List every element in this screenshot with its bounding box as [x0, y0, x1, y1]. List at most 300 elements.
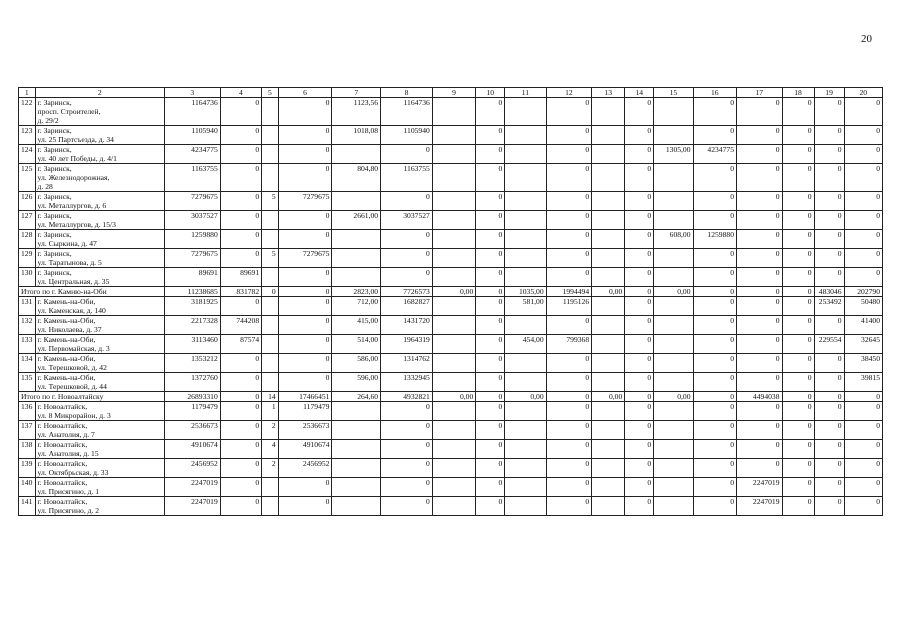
table-cell: 0: [546, 98, 592, 126]
table-cell: [592, 421, 625, 440]
table-cell: 4494038: [736, 392, 782, 402]
column-header: 5: [262, 88, 279, 98]
table-cell: 2456952: [164, 459, 220, 478]
address-line: г. Заринск,: [37, 145, 72, 154]
table-cell: 0: [844, 145, 882, 164]
table-cell: 0: [546, 249, 592, 268]
table-cell: [592, 402, 625, 421]
table-row: [19, 459, 883, 478]
table-cell: 0: [476, 478, 505, 497]
table-cell: 586,00: [332, 354, 381, 373]
address-cell: [35, 497, 164, 516]
table-cell: 0: [625, 421, 654, 440]
total-row: [19, 392, 883, 402]
table-cell: 0: [736, 459, 782, 478]
table-cell: 0: [625, 145, 654, 164]
table-cell: 2217328: [164, 316, 220, 335]
table-cell: 0: [814, 268, 844, 287]
table-cell: 0: [782, 192, 814, 211]
table-cell: 0: [381, 268, 433, 287]
address-cell: [35, 316, 164, 335]
table-cell: [592, 478, 625, 497]
table-cell: 0: [546, 478, 592, 497]
address-cell: [35, 354, 164, 373]
table-cell: 1314762: [381, 354, 433, 373]
table-cell: [262, 126, 279, 145]
table-cell: 596,00: [332, 373, 381, 392]
table-cell: [505, 440, 546, 459]
table-cell: 0: [220, 164, 261, 192]
table-cell: [262, 268, 279, 287]
table-cell: 0: [736, 268, 782, 287]
table-cell: 1964319: [381, 335, 433, 354]
table-cell: 3113460: [164, 335, 220, 354]
address-cell: [35, 440, 164, 459]
table-cell: 5: [262, 249, 279, 268]
table-cell: [505, 459, 546, 478]
row-number: 122: [19, 98, 36, 126]
table-cell: 0: [625, 192, 654, 211]
table-cell: 0: [220, 126, 261, 145]
table-cell: 0: [782, 164, 814, 192]
table-cell: 0: [278, 268, 332, 287]
table-cell: [262, 297, 279, 316]
table-cell: [505, 316, 546, 335]
table-cell: 0: [625, 335, 654, 354]
row-number: 139: [19, 459, 36, 478]
table-cell: 17466451: [278, 392, 332, 402]
table-cell: 0: [546, 164, 592, 192]
table-cell: 0: [782, 268, 814, 287]
table-cell: 0,00: [592, 287, 625, 297]
table-cell: 0: [736, 287, 782, 297]
data-table: [18, 87, 883, 516]
address-cell: [35, 402, 164, 421]
row-number: 123: [19, 126, 36, 145]
table-cell: 0: [546, 459, 592, 478]
table-cell: 7279675: [278, 192, 332, 211]
table-cell: 0,00: [432, 287, 475, 297]
table-cell: 0: [220, 421, 261, 440]
address-line: г. Камень-на-Оби,: [37, 354, 96, 363]
table-cell: [332, 497, 381, 516]
table-cell: 0: [625, 354, 654, 373]
address-line: ул. Присягино, д. 2: [37, 506, 100, 515]
table-cell: [592, 249, 625, 268]
table-cell: 608,00: [654, 230, 693, 249]
table-cell: 0: [693, 421, 736, 440]
table-cell: 0: [381, 249, 433, 268]
table-cell: [432, 126, 475, 145]
table-cell: 0: [736, 440, 782, 459]
table-cell: 1179479: [164, 402, 220, 421]
table-cell: 0,00: [592, 392, 625, 402]
table-cell: [262, 230, 279, 249]
address-line: г. Заринск,: [37, 98, 72, 107]
table-cell: [592, 145, 625, 164]
table-cell: 0: [476, 287, 505, 297]
address-line: ул. Анатолия, д. 15: [37, 449, 99, 458]
table-cell: 0: [220, 354, 261, 373]
table-body: [19, 88, 883, 516]
table-cell: [432, 268, 475, 287]
table-cell: 0: [814, 392, 844, 402]
table-cell: [592, 440, 625, 459]
address-line: г. Новоалтайск,: [37, 440, 88, 449]
table-cell: [332, 478, 381, 497]
address-line: г. Камень-на-Оби,: [37, 316, 96, 325]
column-header: 19: [814, 88, 844, 98]
table-cell: 0: [476, 268, 505, 287]
table-cell: [432, 373, 475, 392]
table-cell: [592, 126, 625, 145]
table-cell: 0: [625, 440, 654, 459]
address-line: г. Заринск,: [37, 192, 72, 201]
table-cell: 0: [546, 440, 592, 459]
table-cell: 253492: [814, 297, 844, 316]
table-cell: 0: [844, 98, 882, 126]
table-cell: 1163755: [164, 164, 220, 192]
table-cell: 0: [476, 98, 505, 126]
table-cell: [505, 211, 546, 230]
address-line: просп. Строителей,: [37, 107, 101, 116]
address-line: г. Новоалтайск,: [37, 421, 88, 430]
address-line: ул. Металлургов, д. 6: [37, 201, 107, 210]
table-cell: 0: [625, 230, 654, 249]
table-cell: 89691: [220, 268, 261, 287]
address-line: г. Камень-на-Оби,: [37, 335, 96, 344]
table-cell: 0: [782, 145, 814, 164]
table-cell: 14: [262, 392, 279, 402]
table-cell: 1105940: [164, 126, 220, 145]
table-cell: 264,60: [332, 392, 381, 402]
row-number: 137: [19, 421, 36, 440]
table-cell: [432, 316, 475, 335]
table-cell: 229554: [814, 335, 844, 354]
table-cell: 0: [844, 497, 882, 516]
table-cell: [262, 373, 279, 392]
table-cell: 1195126: [546, 297, 592, 316]
table-cell: 0: [625, 297, 654, 316]
table-cell: 0: [546, 421, 592, 440]
table-cell: 0: [782, 373, 814, 392]
table-cell: 39815: [844, 373, 882, 392]
table-cell: 0: [693, 316, 736, 335]
row-number: 132: [19, 316, 36, 335]
table-cell: 1035,00: [505, 287, 546, 297]
table-row: [19, 402, 883, 421]
table-cell: 0: [736, 164, 782, 192]
column-header: 8: [381, 88, 433, 98]
table-cell: 0: [278, 316, 332, 335]
table-cell: 2823,00: [332, 287, 381, 297]
table-cell: 0: [625, 249, 654, 268]
table-cell: 26893310: [164, 392, 220, 402]
table-cell: 1018,08: [332, 126, 381, 145]
address-line: ул. Центральная, д. 35: [37, 277, 110, 286]
column-header: 18: [782, 88, 814, 98]
address-line: г. Новоалтайск,: [37, 459, 88, 468]
address-line: ул. Терешковой, д. 44: [37, 382, 107, 391]
table-cell: 0: [782, 230, 814, 249]
table-cell: 0: [693, 249, 736, 268]
table-cell: 0: [476, 392, 505, 402]
table-cell: 1994494: [546, 287, 592, 297]
table-cell: 0: [782, 335, 814, 354]
table-cell: 2247019: [736, 497, 782, 516]
table-cell: [505, 249, 546, 268]
table-row: [19, 421, 883, 440]
address-cell: [35, 98, 164, 126]
table-row: [19, 354, 883, 373]
table-cell: 0: [782, 287, 814, 297]
table-cell: 0: [546, 192, 592, 211]
table-row: [19, 440, 883, 459]
row-number: 128: [19, 230, 36, 249]
address-cell: [35, 126, 164, 145]
table-cell: 0: [476, 354, 505, 373]
table-cell: 1431720: [381, 316, 433, 335]
row-number: 134: [19, 354, 36, 373]
total-label: Итого по г. Камню-на-Оби: [19, 287, 165, 297]
table-cell: 0: [476, 126, 505, 145]
table-cell: 0: [476, 249, 505, 268]
table-cell: 0: [693, 268, 736, 287]
table-row: [19, 297, 883, 316]
table-cell: 0: [381, 192, 433, 211]
table-cell: 1372760: [164, 373, 220, 392]
table-cell: 0: [814, 402, 844, 421]
table-cell: 0: [844, 421, 882, 440]
row-number: 125: [19, 164, 36, 192]
table-cell: 0: [278, 373, 332, 392]
table-cell: [505, 98, 546, 126]
table-cell: [592, 192, 625, 211]
table-cell: 0: [476, 230, 505, 249]
table-cell: 0: [625, 497, 654, 516]
header-row: [19, 88, 883, 98]
table-cell: 0: [736, 126, 782, 145]
table-cell: 0: [844, 164, 882, 192]
table-cell: 1332945: [381, 373, 433, 392]
table-cell: 0: [782, 421, 814, 440]
table-cell: 0: [476, 316, 505, 335]
table-cell: 0,00: [654, 392, 693, 402]
table-cell: 0,00: [654, 287, 693, 297]
table-cell: 0: [476, 459, 505, 478]
table-cell: 5: [262, 192, 279, 211]
column-header: 9: [432, 88, 475, 98]
table-cell: 0,00: [505, 392, 546, 402]
address-cell: [35, 373, 164, 392]
table-cell: [505, 268, 546, 287]
table-cell: 0: [546, 126, 592, 145]
table-cell: 0: [546, 402, 592, 421]
table-cell: 0: [844, 478, 882, 497]
table-cell: 0: [782, 249, 814, 268]
table-cell: 0: [476, 145, 505, 164]
table-cell: [654, 98, 693, 126]
total-row: [19, 287, 883, 297]
table-cell: 2: [262, 421, 279, 440]
table-cell: [654, 249, 693, 268]
table-cell: [505, 497, 546, 516]
address-cell: [35, 164, 164, 192]
table-cell: [592, 497, 625, 516]
table-cell: [654, 192, 693, 211]
table-row: [19, 192, 883, 211]
table-cell: [332, 145, 381, 164]
table-cell: [654, 316, 693, 335]
table-cell: 0: [381, 478, 433, 497]
table-cell: [592, 297, 625, 316]
table-cell: [654, 373, 693, 392]
table-cell: [332, 192, 381, 211]
table-cell: 2247019: [736, 478, 782, 497]
table-cell: 7279675: [278, 249, 332, 268]
table-cell: [332, 421, 381, 440]
address-line: г. Заринск,: [37, 268, 72, 277]
address-line: ул. Николаева, д. 37: [37, 325, 102, 334]
table-cell: 0: [736, 98, 782, 126]
table-cell: 1682827: [381, 297, 433, 316]
address-cell: [35, 145, 164, 164]
table-cell: 0: [844, 440, 882, 459]
table-cell: 0: [278, 287, 332, 297]
address-line: ул. Металлургов, д. 15/3: [37, 220, 116, 229]
address-cell: [35, 268, 164, 287]
table-cell: 0: [625, 316, 654, 335]
table-cell: 0: [546, 145, 592, 164]
table-cell: 0: [693, 440, 736, 459]
table-cell: 0: [693, 335, 736, 354]
table-cell: [654, 497, 693, 516]
table-cell: 0: [693, 287, 736, 297]
table-cell: 7279675: [164, 192, 220, 211]
table-cell: 0: [814, 145, 844, 164]
table-cell: 0: [782, 478, 814, 497]
table-cell: [505, 478, 546, 497]
table-cell: 1259880: [164, 230, 220, 249]
table-row: [19, 316, 883, 335]
table-cell: 581,00: [505, 297, 546, 316]
address-line: ул. 40 лет Победы, д. 4/1: [37, 154, 117, 163]
table-cell: 0: [625, 373, 654, 392]
table-cell: 0: [476, 402, 505, 421]
table-cell: 0: [814, 249, 844, 268]
table-cell: 0: [814, 478, 844, 497]
table-cell: 0: [546, 392, 592, 402]
table-cell: [592, 316, 625, 335]
table-cell: [592, 335, 625, 354]
table-cell: 0: [220, 145, 261, 164]
table-cell: 0: [476, 297, 505, 316]
address-cell: [35, 459, 164, 478]
table-cell: 4932821: [381, 392, 433, 402]
table-cell: 0: [814, 497, 844, 516]
table-cell: 11238685: [164, 287, 220, 297]
table-cell: [654, 335, 693, 354]
table-cell: 0: [736, 145, 782, 164]
table-cell: [432, 497, 475, 516]
table-cell: [505, 421, 546, 440]
table-cell: 0: [381, 145, 433, 164]
table-cell: 0: [736, 230, 782, 249]
table-cell: 0: [693, 354, 736, 373]
table-cell: 2536673: [278, 421, 332, 440]
table-cell: 0: [814, 373, 844, 392]
table-cell: 0: [625, 478, 654, 497]
table-cell: 0: [220, 478, 261, 497]
table-cell: 0: [278, 335, 332, 354]
address-line: ул. Сыркина, д. 47: [37, 239, 97, 248]
table-cell: 0: [220, 230, 261, 249]
table-cell: [262, 316, 279, 335]
table-cell: 0: [220, 373, 261, 392]
table-cell: 0: [278, 354, 332, 373]
table-cell: 2661,00: [332, 211, 381, 230]
table-cell: 0: [814, 354, 844, 373]
table-cell: 0: [381, 459, 433, 478]
table-cell: [592, 98, 625, 126]
row-number: 124: [19, 145, 36, 164]
column-header: 1: [19, 88, 36, 98]
table-cell: 0: [693, 478, 736, 497]
column-header: 14: [625, 88, 654, 98]
table-cell: [432, 335, 475, 354]
table-cell: [505, 354, 546, 373]
address-line: г. Заринск,: [37, 126, 72, 135]
table-cell: 0: [625, 459, 654, 478]
address-cell: [35, 230, 164, 249]
table-cell: [262, 354, 279, 373]
table-cell: 0: [278, 211, 332, 230]
table-cell: 0: [278, 98, 332, 126]
table-cell: [654, 478, 693, 497]
table-cell: [432, 230, 475, 249]
table-cell: 1164736: [381, 98, 433, 126]
table-cell: 1259880: [693, 230, 736, 249]
table-cell: 0: [625, 402, 654, 421]
table-cell: 1164736: [164, 98, 220, 126]
address-line: ул. Октябрьская, д. 33: [37, 468, 109, 477]
table-cell: 0: [262, 287, 279, 297]
column-header: 11: [505, 88, 546, 98]
table-cell: 0: [546, 497, 592, 516]
table-cell: [332, 402, 381, 421]
table-cell: 0: [625, 392, 654, 402]
table-cell: [432, 164, 475, 192]
table-cell: [654, 459, 693, 478]
address-line: г. Новоалтайск,: [37, 497, 88, 506]
table-cell: 0: [693, 497, 736, 516]
table-cell: 0: [782, 402, 814, 421]
table-cell: [262, 98, 279, 126]
table-cell: 0: [844, 392, 882, 402]
table-cell: 483046: [814, 287, 844, 297]
table-cell: [432, 98, 475, 126]
table-cell: 50480: [844, 297, 882, 316]
table-cell: 41400: [844, 316, 882, 335]
address-line: г. Новоалтайск,: [37, 478, 88, 487]
table-cell: 0: [546, 316, 592, 335]
address-line: г. Заринск,: [37, 164, 72, 173]
table-cell: 0: [278, 478, 332, 497]
address-line: д. 28: [37, 182, 53, 191]
address-line: ул. Анатолия, д. 7: [37, 430, 95, 439]
page-number: 20: [861, 33, 872, 45]
table-cell: 2247019: [164, 497, 220, 516]
